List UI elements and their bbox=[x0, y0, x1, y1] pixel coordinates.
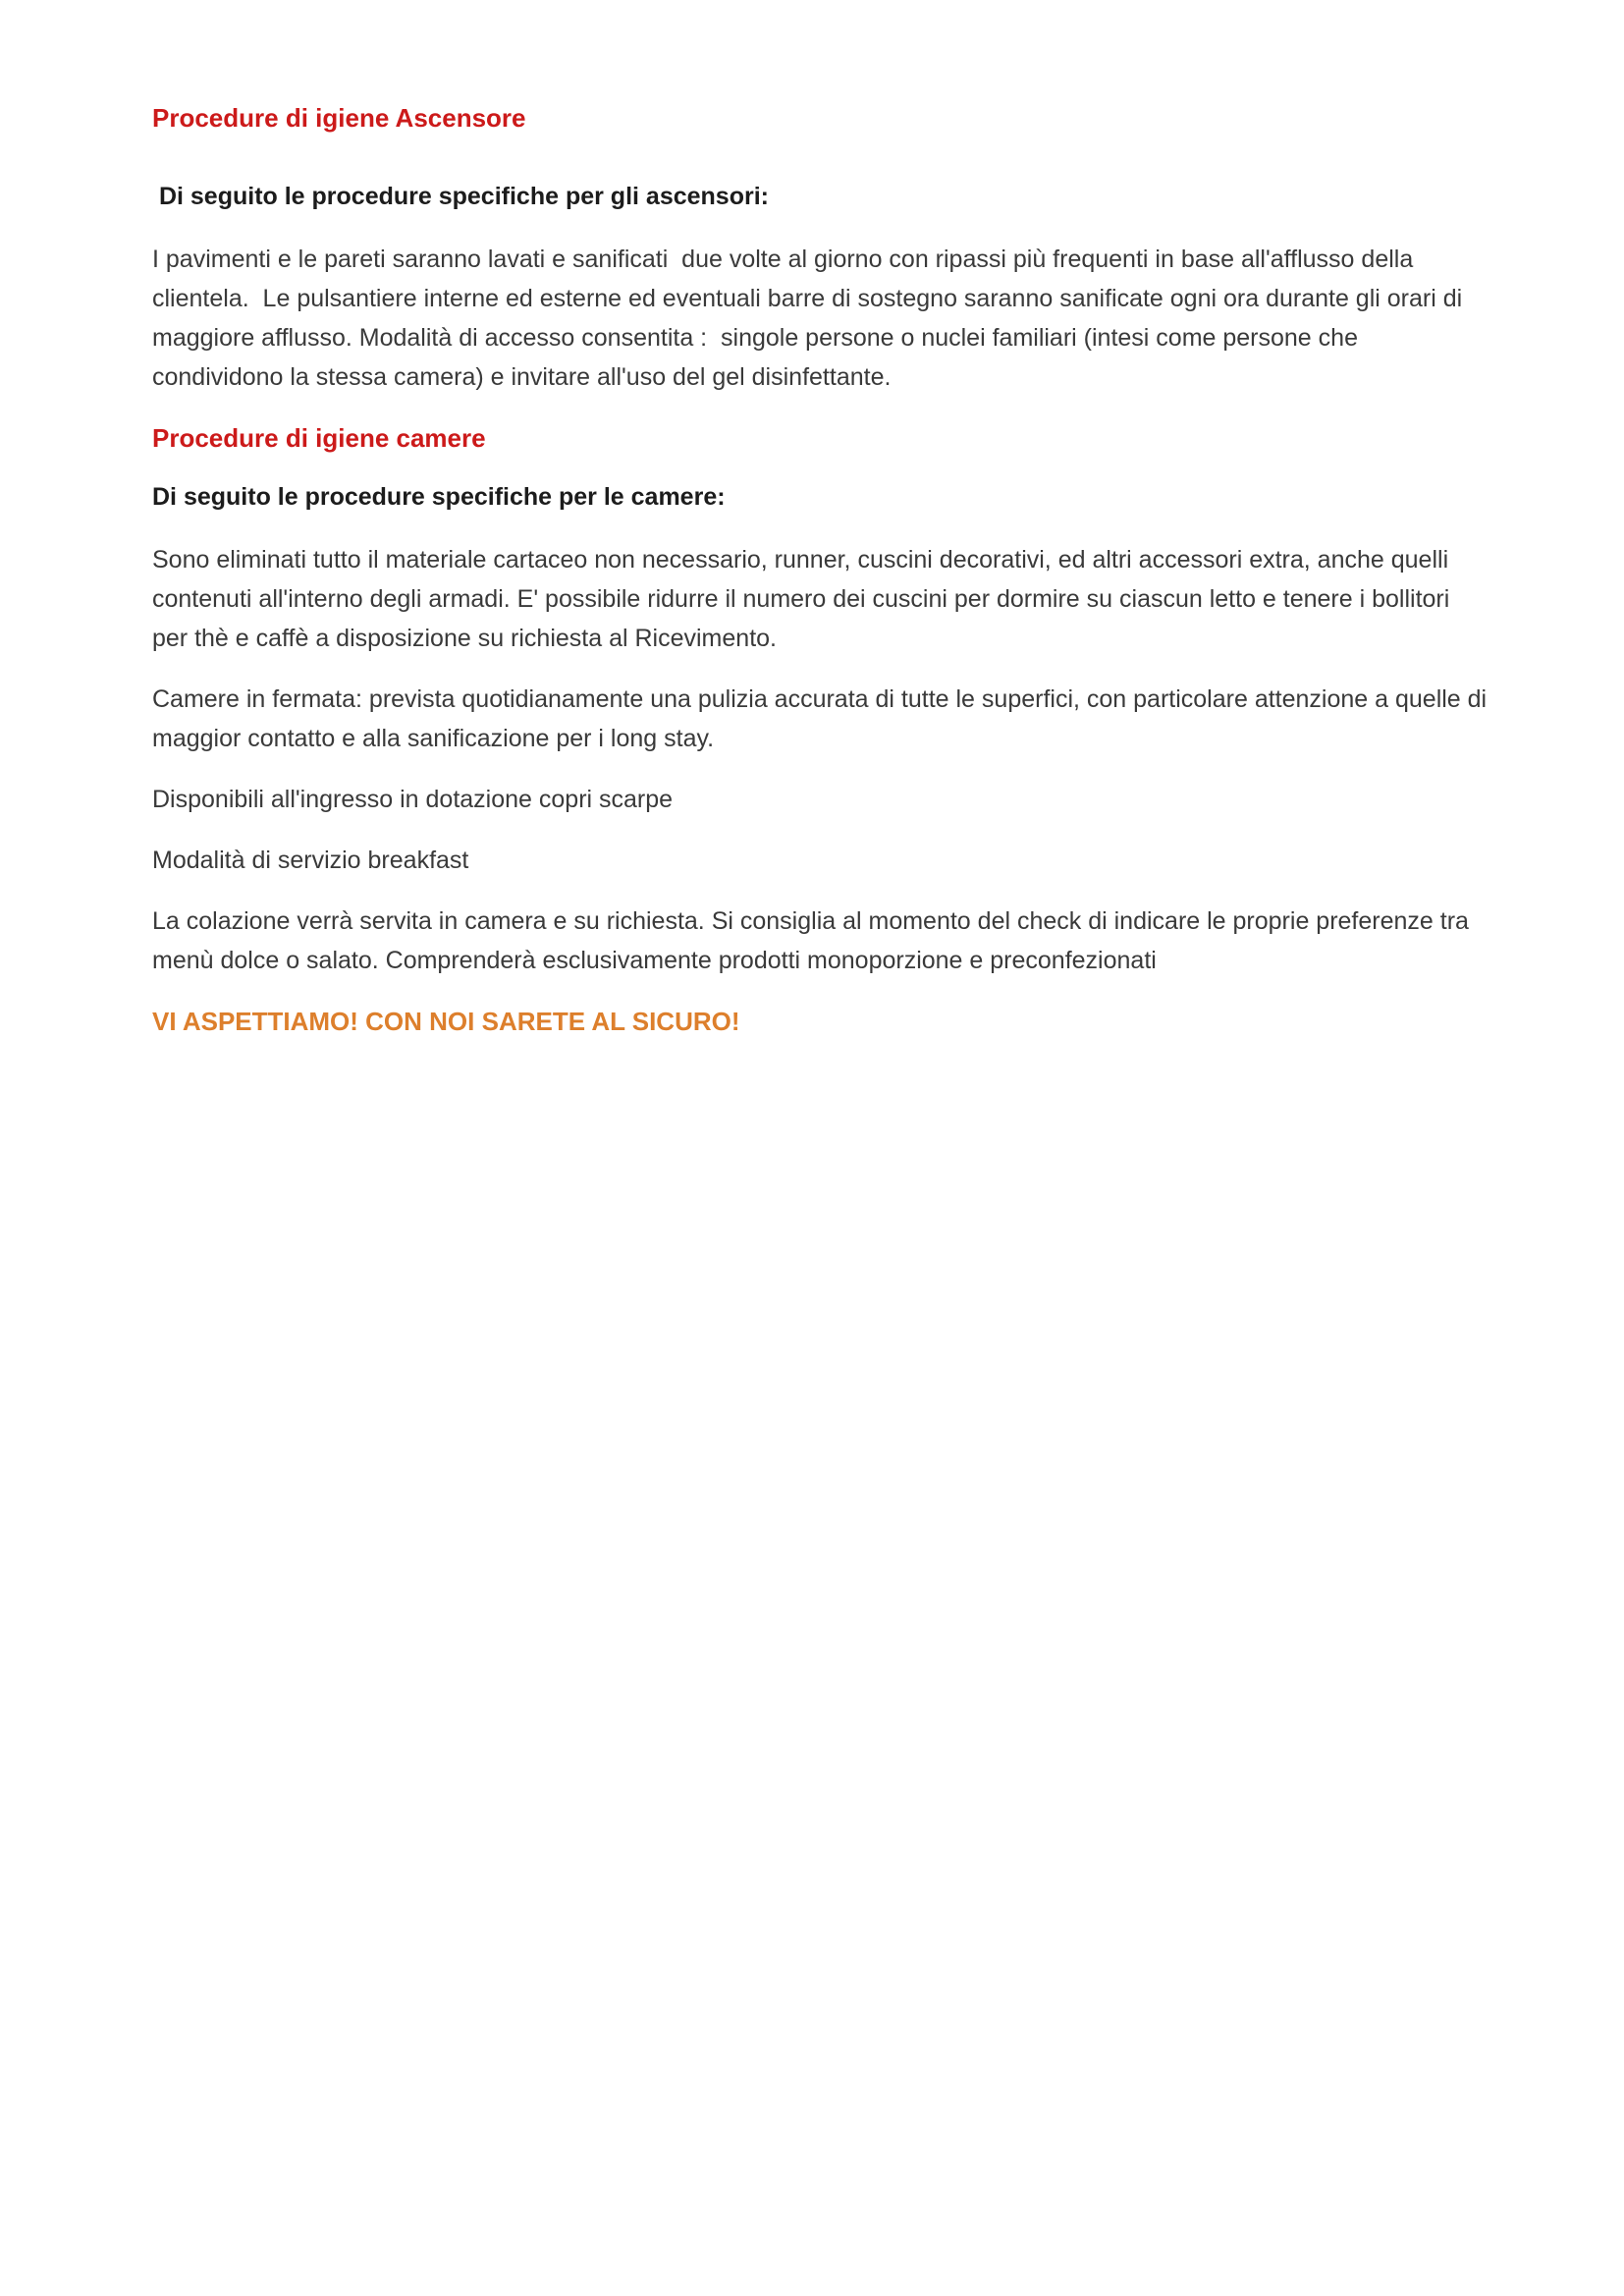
subheading-procedure-ascensori: Di seguito le procedure specifiche per gli ascensori: bbox=[152, 183, 769, 210]
line-modalita-breakfast: Modalità di servizio breakfast bbox=[152, 847, 469, 874]
closing-statement: VI ASPETTIAMO! CON NOI SARETE AL SICURO! bbox=[152, 1007, 740, 1036]
subheading-procedure-camere: Di seguito le procedure specifiche per le camere: bbox=[152, 483, 726, 511]
line-copri-scarpe: Disponibili all'ingresso in dotazione copri scarpe bbox=[152, 786, 674, 813]
paragraph-camere-in-fermata: Camere in fermata: prevista quotidianamente una pulizia accurata di tutte le superfici, con particolare attenzione a quelle di maggior contatto e alla sanificazione per i long stay. bbox=[152, 685, 1494, 752]
heading-procedure-igiene-ascensore: Procedure di igiene Ascensore bbox=[152, 103, 526, 133]
heading-procedure-igiene-camere: Procedure di igiene camere bbox=[152, 423, 486, 453]
document-page bbox=[152, 98, 1494, 1041]
paragraph-accessori-camere: Sono eliminati tutto il materiale cartaceo non necessario, runner, cuscini decorativi, ed altri accessori extra, anche quelli contenuti all'interno degli armadi. E' possibile ridurre il numero dei cuscini per dormire su ciascun letto e tenere i bollitori per thè e caffè a disposizione su richiesta al Ricevimento. bbox=[152, 546, 1457, 652]
paragraph-colazione: La colazione verrà servita in camera e su richiesta. Si consiglia al momento del check di indicare le proprie preferenze tra menù dolce o salato. Comprenderà esclusivamente prodotti monoporzione e preconfezionati bbox=[152, 907, 1476, 974]
paragraph-igiene-ascensore: I pavimenti e le pareti saranno lavati e sanificati due volte al giorno con ripassi più frequenti in base all'afflusso della clientela. Le pulsantiere interne ed esterne ed eventuali barre di sostegno saranno sanificate ogni ora durante gli orari di maggiore afflusso. Modalità di accesso consentita : singole persone o nuclei familiari (intesi come persone che condividono la stessa camera) e invitare all'uso del gel disinfettante. bbox=[152, 246, 1470, 391]
